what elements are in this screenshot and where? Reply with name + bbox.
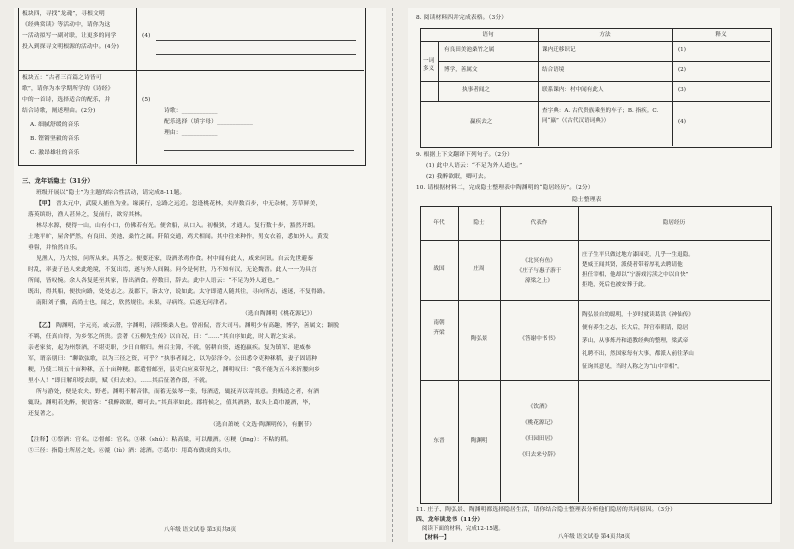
table-cell: 一活动拟写一副对联，让更多的同学 — [22, 33, 117, 39]
page-3 — [14, 8, 386, 542]
experience-line: 庄子生平只做过地方漆园吏，几乎一生退隐。 — [582, 252, 694, 258]
sentence-cell: 赢疾去之 — [470, 119, 493, 125]
sentence-cell: 执事者闻之 — [462, 87, 490, 93]
text-line: 还复著之。 — [28, 411, 58, 417]
text-line: 里小人！”即日解印绶去职，赋《归去来》。……其后征著作郎，不就。 — [28, 378, 211, 384]
experience-line: 礼聘不出，然国家每有大事，都派人前往茅山 — [582, 351, 694, 357]
answer-label-5: (5) — [142, 97, 151, 103]
q9-item: (1) 此中人语云：“不足为外人道也。” — [426, 163, 523, 169]
text-line: 见渔人，乃大惊，问所从来。具答之。便要还家，设酒杀鸡作食。村中闻有此人，咸来问讯。自云先世避秦 — [36, 256, 314, 262]
option-a: A. 细腻舒缓的音乐 — [30, 122, 80, 128]
table-cell: 结合诗歌，阐述理由。(2分) — [22, 108, 96, 114]
text-line: 陶渊明，字元亮，或云潜，字渊明，浔阳柴桑人也。曾祖侃，晋大司马。渊明少有高趣，博学，善属文；颖脱 — [56, 323, 340, 329]
answer-label-4: (4) — [142, 33, 151, 39]
binding-line — [392, 8, 393, 542]
question-10: 10. 请根据材料二，完成隐士整理表中陶渊明的“隐居经历”。（2分） — [416, 185, 594, 191]
page-4 — [408, 8, 780, 542]
works-line: 《归去来兮辞》 — [519, 452, 559, 458]
answer-area-q10[interactable] — [580, 382, 768, 500]
text-line: 所与游处，便是农夫、野老。渊明不解音律，而蓄无弦琴一张，每酒适，辄抚弄以寄其意。贵贱造之者，有酒 — [36, 389, 320, 395]
works-line: 《归园田居》 — [522, 436, 556, 442]
column-header: 年代 — [433, 220, 445, 226]
poem-field[interactable]: 诗歌：____________ — [164, 108, 218, 114]
experience-line: 征询其意见，当时人称之为“山中宰相”。 — [582, 364, 683, 370]
column-header: 释义 — [715, 32, 727, 38]
table-cell: 《经典赏读》等活动中，请你为这 — [22, 22, 111, 28]
reason-field[interactable]: 理由：____________ — [164, 130, 218, 136]
section-heading: 四、龙年读龙书（11分） — [416, 517, 484, 523]
sentence-cell: 有良田美池桑竹之属 — [444, 47, 495, 53]
experience-line: 陶弘景自幼聪明，十岁时就读葛洪《神仙传》 — [582, 312, 694, 318]
method-cell: 查字典：A. 古代贵族乘坐的车子；B. 指疾。C. 同“羸”（《古代汉语词典》） — [542, 108, 659, 124]
meaning-cell: (1) — [678, 47, 686, 53]
table-cell: 板块四，寻找“龙魂”，寻根文明 — [22, 11, 105, 17]
table-caption: 隐士整理表 — [572, 197, 602, 203]
meaning-cell: (3) — [678, 87, 686, 93]
sentence-cell: 博学，善属文 — [444, 67, 478, 73]
text-line: 军，谓亲朋曰：“聊欲弦歌，以为三径之资，可乎？”执事者闻之，以为彭泽令。公田悉令吏种秫稻，妻子固请种 — [28, 356, 318, 362]
works-line: 《北冥有鱼》 — [522, 258, 556, 264]
table-cell: 中的一首诗，选择适合的配乐，并 — [22, 97, 111, 103]
meaning-cell: (4) — [678, 119, 686, 125]
hermit-name: 陶弘景 — [470, 336, 488, 342]
text-line: 既出，得其船，便扶向路，处处志之。及郡下，诣太守，说如此。太守即遣人随其往，寻向所志，遂迷，不复得路。 — [28, 289, 329, 295]
table-cell: 投入到探寻文明根源的活动中。(4分) — [22, 44, 119, 50]
text-line: 不羁，任真自得，为乡邻之所贵。尝著《五柳先生传》以自况，曰：“……”其自序如此，时人谓之实录。 — [28, 334, 300, 340]
question-8: 8. 阅读材料四并完成表格。（3分） — [416, 15, 508, 21]
section-intro: 阅读下面的材料，完成12-15题。 — [422, 526, 504, 532]
works-line: 《答谢中书书》 — [519, 336, 559, 342]
experience-line: 担任宰相，他却以“宁游戏污渎之中以自快” — [582, 272, 689, 278]
question-11: 11. 庄子、陶弘景、陶渊明都选择隐居生活，请你结合隐士整理表分析他们隐居的共同原因。（3分） — [416, 507, 677, 513]
question-9: 9. 根据上下文翻译下列句子。（2分） — [416, 152, 514, 158]
notes-line: ⑤三径：指隐士所居之处。⑥漉（lù）酒：滤酒。⑦葛巾：用葛布做成的头巾。 — [28, 448, 235, 454]
notes-line: 【注释】①祭酒：官名。②督邮：官名。③秫（shú）：粘高粱，可以酿酒。④粳（jīng）：不粘的稻。 — [28, 437, 293, 443]
music-choice-field[interactable]: 配乐选择（填字母）____________ — [164, 119, 254, 125]
text-line: 粳，乃使二顷五十亩种秫，五十亩种粳。郡遣督邮至，县吏白应束带见之，渊明叹曰：“我不能为五斗米折腰向乡 — [28, 367, 321, 373]
text-line: 南阳刘子骥，高尚士也，闻之，欣然规往。未果，寻病终。后遂无问津者。 — [36, 300, 231, 306]
material-b-label: 【乙】 — [36, 323, 54, 329]
page-footer: 八年级 语文试卷 第4页共8页 — [558, 534, 631, 540]
text-line: 垂髫，并怡然自乐。 — [28, 245, 82, 251]
hermit-name: 陶渊明 — [470, 438, 488, 444]
works-line: 《庄子与惠子游于 — [516, 268, 562, 274]
row-group: 一词多义 — [423, 58, 435, 72]
column-header: 隐士 — [473, 220, 485, 226]
hermit-name: 庄周 — [473, 266, 485, 272]
column-header: 语句 — [482, 32, 494, 38]
material-one-label: 【材料一】 — [422, 535, 450, 541]
works-line: 濠梁之上》 — [525, 278, 553, 284]
page-footer: 八年级 语文试卷 第3页共8页 — [164, 527, 237, 533]
works-line: 《桃花源记》 — [522, 420, 556, 426]
material-a-label: 【甲】 — [36, 201, 54, 207]
column-header: 方法 — [599, 32, 611, 38]
column-header: 代表作 — [530, 220, 548, 226]
experience-line: 拒绝，死后也被安葬于此。 — [582, 282, 650, 288]
meaning-cell: (2) — [678, 67, 686, 73]
q9-item: (2) 我醉欲眠，卿可去。 — [426, 174, 490, 180]
text-line: 辄设。渊明若先醉，便语客：“我醉欲眠，卿可去。”其真率如此。郡将候之，值其酒熟，取头上葛巾漉酒，毕， — [28, 400, 315, 406]
text-line: 晋太元中，武陵人捕鱼为业。缘溪行，忘路之远近。忽逢桃花林，夹岸数百步，中无杂树，芳草鲜美， — [56, 201, 322, 207]
column-header: 隐居经历 — [662, 220, 686, 226]
works-line: 《饮酒》 — [527, 404, 551, 410]
text-line: 所闻，皆叹惋。余人各复延至其家，皆出酒食。停数日，辞去。此中人语云：“不足为外人道也。” — [28, 278, 279, 284]
era-cell: 战国 — [433, 266, 445, 272]
era-cell: 南朝齐梁 — [433, 320, 445, 336]
text-line: 林尽水源，便得一山，山有小口，仿佛若有光。便舍船，从口入。初极狭，才通人。复行数十步，豁然开朗。 — [36, 223, 320, 229]
experience-line: 便有养生之志，长大后，拜官奉朝请，隐居 — [582, 325, 689, 331]
table-cell: 板块五：“古者三百篇之诗皆可 — [22, 75, 102, 81]
section-heading: 三、龙年话隐士（31分） — [22, 178, 94, 185]
text-line: 亲老家贫，起为州祭酒，不堪吏职，少日自解归。州召主簿，不就，躬耕自资，遂抱羸疾。复为镇军、建威参 — [28, 345, 312, 351]
section-intro: 班级开展以“隐士”为主题的综合性活动，请完成8-11题。 — [36, 190, 186, 196]
text-line: 落英缤纷，渔人甚异之，复前行，欲穷其林。 — [28, 212, 146, 218]
table-cell: 歌”，请你为本学期所学的《诗经》 — [22, 86, 114, 92]
era-cell: 东晋 — [433, 438, 445, 444]
source-b: （选自萧统《文选·陶渊明传》，有删节） — [210, 422, 316, 428]
text-line: 土地平旷，屋舍俨然，有良田、美池、桑竹之属。阡陌交通，鸡犬相闻。其中往来种作，男女衣着，悉如外人。黄发 — [28, 234, 329, 240]
method-cell: 课内迁移识记 — [542, 47, 576, 53]
experience-line: 楚威王闻其贤，派使者带着厚礼去聘请他 — [582, 262, 683, 268]
option-b: B. 铿锵坚毅的音乐 — [30, 136, 80, 142]
option-c: C. 激昂雄壮的音乐 — [30, 150, 80, 156]
source-a: （选自陶渊明《桃花源记》） — [242, 311, 316, 317]
method-cell: 联系课内：村中闻有此人 — [542, 87, 604, 93]
method-cell: 结合语境 — [542, 67, 565, 73]
text-line: 时乱，率妻子邑人来此绝境，不复出焉，遂与外人间隔。问今是何世，乃不知有汉，无论魏晋。此人一一为具言 — [28, 267, 317, 273]
experience-line: 茅山，从事炼丹和道教经典的整理，梁武帝 — [582, 338, 689, 344]
